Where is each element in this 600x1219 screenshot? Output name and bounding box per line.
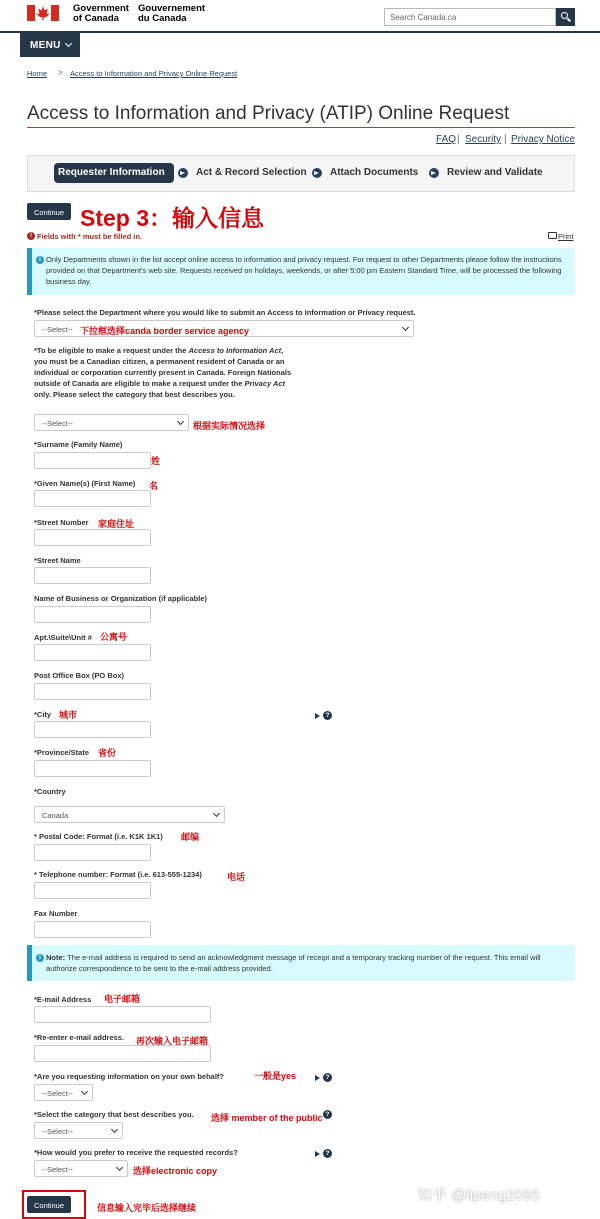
chevron-down-icon (402, 324, 409, 331)
city-label: *City (34, 710, 52, 719)
email-confirm-annotation: 再次输入电子邮箱 (136, 1036, 209, 1046)
fax-input[interactable] (34, 921, 151, 938)
department-select[interactable]: --Select-- (34, 320, 414, 337)
menu-button[interactable]: MENU (20, 33, 80, 57)
step-act-record-selection[interactable]: Act & Record Selection (196, 167, 307, 178)
continue-button-bottom[interactable]: Continue (27, 1196, 71, 1213)
apt-annotation: 公寓号 (100, 632, 128, 642)
help-icon[interactable]: ? (323, 1110, 332, 1119)
step-requester-information[interactable]: Requester Information (54, 163, 174, 183)
surname-input[interactable] (34, 452, 151, 469)
department-annotation: 下拉框选择canda border service agency (80, 326, 250, 336)
chevron-down-icon (111, 1126, 118, 1133)
street-number-input[interactable] (34, 529, 151, 546)
page-title: Access to Information and Privacy (ATIP) Online Request (27, 103, 510, 124)
postal-input[interactable] (34, 844, 151, 861)
expand-icon[interactable] (315, 1075, 320, 1081)
gov-wordmark-fr: Gouvernement du Canada (138, 3, 206, 24)
receive-select[interactable]: --Select-- (34, 1160, 128, 1177)
expand-icon[interactable] (315, 713, 320, 719)
step-review-validate[interactable]: Review and Validate (447, 167, 543, 178)
country-select[interactable]: Canada (34, 806, 225, 823)
given-name-annotation: 名 (149, 481, 159, 491)
given-name-input[interactable] (34, 490, 151, 507)
telephone-annotation: 电话 (227, 872, 246, 882)
receive-annotation: 选择electronic copy (133, 1166, 218, 1176)
security-link[interactable]: Security (465, 134, 502, 145)
faq-link[interactable]: FAQ (436, 134, 457, 145)
street-name-label: *Street Name (34, 556, 81, 565)
help-icon[interactable]: ? (323, 711, 332, 720)
country-label: *Country (34, 787, 66, 796)
surname-label: *Surname (Family Name) (34, 440, 123, 449)
apt-input[interactable] (34, 644, 151, 661)
given-name-label: *Given Name(s) (First Name) (34, 479, 136, 488)
category-label: *Select the category that best describes you. (34, 1110, 194, 1119)
city-input[interactable] (34, 721, 151, 738)
province-annotation: 省份 (98, 748, 117, 758)
email-input[interactable] (34, 1006, 211, 1023)
postal-annotation: 邮编 (181, 832, 200, 842)
category-annotation: 选择 member of the public (211, 1113, 323, 1123)
business-input[interactable] (34, 606, 151, 623)
expand-icon[interactable] (315, 1151, 320, 1157)
header-divider (0, 31, 600, 33)
city-annotation: 城市 (59, 710, 78, 720)
business-label: Name of Business or Organization (if applicable) (34, 594, 207, 603)
telephone-label: * Telephone number: Format (i.e. 613-555-1234) (34, 870, 202, 879)
gov-wordmark-en: Government of Canada (73, 3, 129, 24)
help-icon[interactable]: ? (323, 1073, 332, 1082)
email-annotation: 电子邮箱 (104, 994, 141, 1004)
help-icon[interactable]: ? (323, 1149, 332, 1158)
fax-label: Fax Number (34, 909, 78, 918)
continue-button-top[interactable]: Continue (27, 203, 71, 220)
street-name-input[interactable] (34, 567, 151, 584)
info-alert-text: Only Departments shown in the list accept online access to information and privacy request. For request to other Departments please follow the instructions provided on that Department's web site. Requests received on holidays, weekends, or after 5:00 pm Eastern Standard Time, will be processed the following business day. (46, 255, 562, 286)
step-arrow-icon (312, 168, 322, 178)
chevron-down-icon (116, 1164, 123, 1171)
postal-label: * Postal Code: Format (i.e. K1K 1K1) (34, 832, 163, 841)
surname-annotation: 姓 (151, 456, 161, 466)
email-info-text: Note: The e-mail address is required to send an acknowledgment message of receipt and a temporary tracking number of the request. This email will authorize correspondence to be sent to the e-mail address provided. (46, 953, 541, 973)
province-label: *Province/State (34, 748, 90, 757)
breadcrumb-current[interactable]: Access to Information and Privacy Online Request (70, 69, 238, 78)
step-attach-documents[interactable]: Attach Documents (330, 167, 419, 178)
breadcrumb-separator: > (58, 68, 63, 77)
title-underline (27, 127, 575, 128)
step-annotation: Step 3：输入信息 (80, 205, 265, 231)
privacy-notice-link[interactable]: Privacy Notice (511, 134, 575, 145)
breadcrumb-home[interactable]: Home (27, 69, 48, 78)
po-box-label: Post Office Box (PO Box) (34, 671, 125, 680)
step-arrow-icon (429, 168, 439, 178)
info-icon: i (36, 256, 44, 264)
province-input[interactable] (34, 760, 151, 777)
telephone-input[interactable] (34, 882, 151, 899)
category-select[interactable]: --Select-- (34, 1122, 123, 1139)
street-number-annotation: 家庭住址 (98, 519, 135, 529)
canada-flag-logo (27, 5, 59, 21)
link-separator: | (457, 134, 460, 145)
own-behalf-annotation: 一般是yes (254, 1071, 297, 1081)
eligibility-label: *To be eligible to make a request under the Access to Information Act, you must be a Canadian citizen, a permanent resident of Canada or an individual or corporation currently present in Canada. Foreign Nationals outside of Canada are eligible to make a request under the Privacy Act only. Please select the category that best describes you. (34, 346, 292, 399)
watermark: 知乎 @lipeng2095 (417, 1187, 540, 1204)
search-input[interactable]: Search Canada.ca (384, 8, 556, 26)
link-separator: | (504, 134, 507, 145)
po-box-input[interactable] (34, 683, 151, 700)
own-behalf-label: *Are you requesting information on your own behalf? (34, 1072, 225, 1081)
email-label: *E-mail Address (34, 995, 92, 1004)
required-note: Fields with * must be filled in. (37, 232, 143, 241)
continue-annotation: 信息输入完毕后选择继续 (97, 1203, 197, 1213)
department-label: *Please select the Department where you would like to submit an Access to Information or Privacy request. (34, 308, 416, 317)
printer-icon (548, 232, 557, 239)
email-confirm-label: *Re-enter e-mail address. (34, 1033, 125, 1042)
email-confirm-input[interactable] (34, 1045, 211, 1062)
print-link[interactable]: Print (558, 232, 574, 241)
chevron-down-icon (81, 1088, 88, 1095)
receive-label: *How would you prefer to receive the requested records? (34, 1148, 238, 1157)
required-icon: ! (27, 232, 35, 240)
eligibility-annotation: 根据实际情况选择 (193, 421, 266, 431)
apt-label: Apt.\Suite\Unit # (34, 633, 92, 642)
street-number-label: *Street Number (34, 518, 89, 527)
step-arrow-icon (178, 168, 188, 178)
chevron-down-icon (65, 40, 72, 47)
info-icon: i (36, 954, 44, 962)
chevron-down-icon (213, 810, 220, 817)
own-behalf-select[interactable]: --Select-- (34, 1084, 93, 1101)
chevron-down-icon (177, 418, 184, 425)
eligibility-select[interactable]: --Select-- (34, 414, 189, 431)
search-button[interactable] (556, 8, 575, 26)
